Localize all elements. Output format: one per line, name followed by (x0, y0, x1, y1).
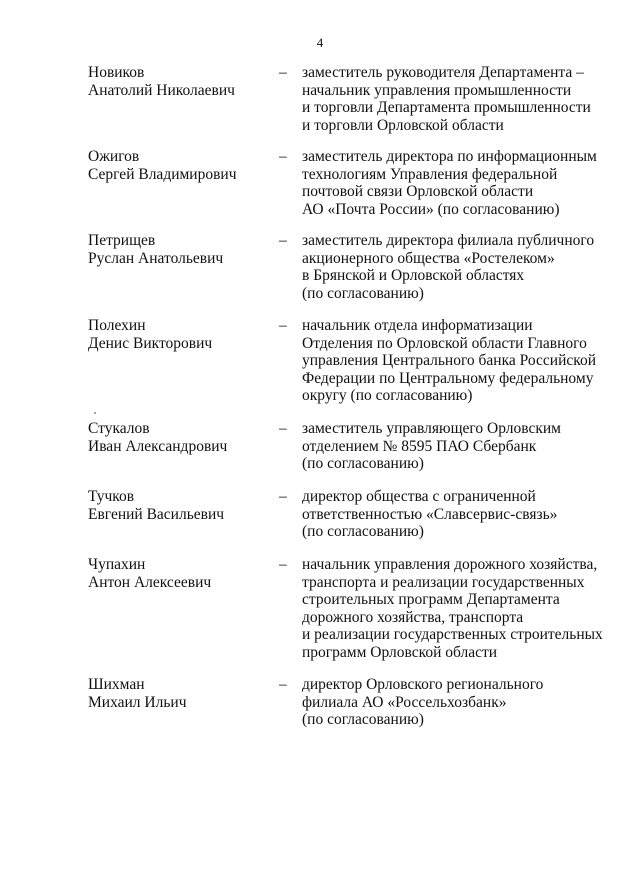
member-given-names: Руслан Анатольевич (88, 249, 224, 267)
member-entry (0, 232, 640, 302)
member-role (302, 317, 602, 405)
member-role (302, 488, 602, 541)
member-given-names: Евгений Васильевич (88, 505, 225, 523)
member-entry (0, 148, 640, 218)
role-line: ответственностью «Славсервис-связь» (302, 505, 558, 523)
member-surname: Стукалов (88, 420, 150, 437)
role-line: отделением № 8595 ПАО Сбербанк (302, 437, 537, 455)
separator-dash: – (279, 420, 287, 437)
member-given-names: Михаил Ильич (88, 693, 187, 711)
member-name (88, 148, 268, 183)
role-line: (по согласованию) (302, 711, 424, 728)
separator-dash: – (279, 488, 287, 505)
role-line: начальник отдела информатизации (302, 317, 533, 334)
role-line: заместитель управляющего Орловским (302, 420, 561, 437)
member-name (88, 420, 268, 455)
role-line: заместитель руководителя Департамента – (302, 64, 584, 81)
separator-dash: – (279, 317, 287, 334)
role-line: и торговли Департамента промышленности (302, 99, 591, 116)
role-line: строительных программ Департамента (302, 591, 560, 608)
scan-speck (94, 412, 96, 414)
role-line: директор общества с ограниченной (302, 488, 536, 505)
member-given-names: Сергей Владимирович (88, 165, 237, 183)
member-role (302, 556, 602, 661)
role-line: в Брянской и Орловской областях (302, 267, 525, 284)
member-given-names: Иван Александрович (88, 437, 228, 455)
member-entry (0, 64, 640, 134)
role-line: (по согласованию) (302, 455, 424, 472)
member-surname: Ожигов (88, 148, 140, 165)
member-entry (0, 488, 640, 541)
member-name (88, 232, 268, 267)
page-number: 4 (316, 35, 324, 50)
member-role (302, 232, 602, 302)
member-role (302, 676, 602, 729)
role-line: заместитель директора филиала публичного (302, 232, 595, 249)
member-role (302, 148, 602, 218)
role-line: Отделения по Орловской области Главного (302, 334, 587, 352)
member-surname: Чупахин (88, 556, 146, 573)
role-line: и торговли Орловской области (302, 116, 504, 134)
member-entry (0, 317, 640, 405)
role-line: начальник управления промышленности (302, 81, 572, 99)
role-line: транспорта и реализации государственных (302, 573, 585, 591)
role-line: Федерации по Центральному федеральному (302, 369, 594, 387)
role-line: филиала АО «Россельхозбанк» (302, 693, 507, 711)
member-given-names: Анатолий Николаевич (88, 81, 235, 99)
member-role (302, 64, 602, 134)
member-name (88, 317, 268, 352)
member-name (88, 488, 268, 523)
member-name (88, 64, 268, 99)
member-name (88, 556, 268, 591)
role-line: начальник управления дорожного хозяйства, (302, 556, 598, 573)
member-surname: Новиков (88, 64, 145, 81)
role-line: директор Орловского регионального (302, 676, 544, 693)
role-line: АО «Почта России» (по согласованию) (302, 200, 560, 218)
role-line: и реализации государственных строительных (302, 626, 603, 643)
separator-dash: – (279, 232, 287, 249)
member-surname: Полехин (88, 317, 146, 334)
separator-dash: – (279, 148, 287, 165)
role-line: технологиям Управления федеральной (302, 165, 558, 183)
role-line: заместитель директора по информационным (302, 148, 597, 165)
member-surname: Тучков (88, 488, 135, 505)
role-line: акционерного общества «Ростелеком» (302, 249, 555, 267)
separator-dash: – (279, 64, 287, 81)
separator-dash: – (279, 676, 287, 693)
member-name (88, 676, 268, 711)
member-role (302, 420, 602, 473)
role-line: (по согласованию) (302, 523, 424, 540)
member-surname: Шихман (88, 676, 145, 693)
member-entry (0, 556, 640, 661)
role-line: управления Центрального банка Российской (302, 352, 597, 369)
member-given-names: Денис Викторович (88, 334, 213, 352)
separator-dash: – (279, 556, 287, 573)
role-line: почтовой связи Орловской области (302, 183, 534, 200)
role-line: дорожного хозяйства, транспорта (302, 608, 524, 626)
member-given-names: Антон Алексеевич (88, 573, 212, 591)
role-line: (по согласованию) (302, 284, 424, 302)
role-line: программ Орловской области (302, 643, 498, 661)
member-entry (0, 676, 640, 729)
member-surname: Петрищев (88, 232, 156, 249)
member-entry (0, 420, 640, 473)
role-line: округу (по согласованию) (302, 387, 473, 404)
